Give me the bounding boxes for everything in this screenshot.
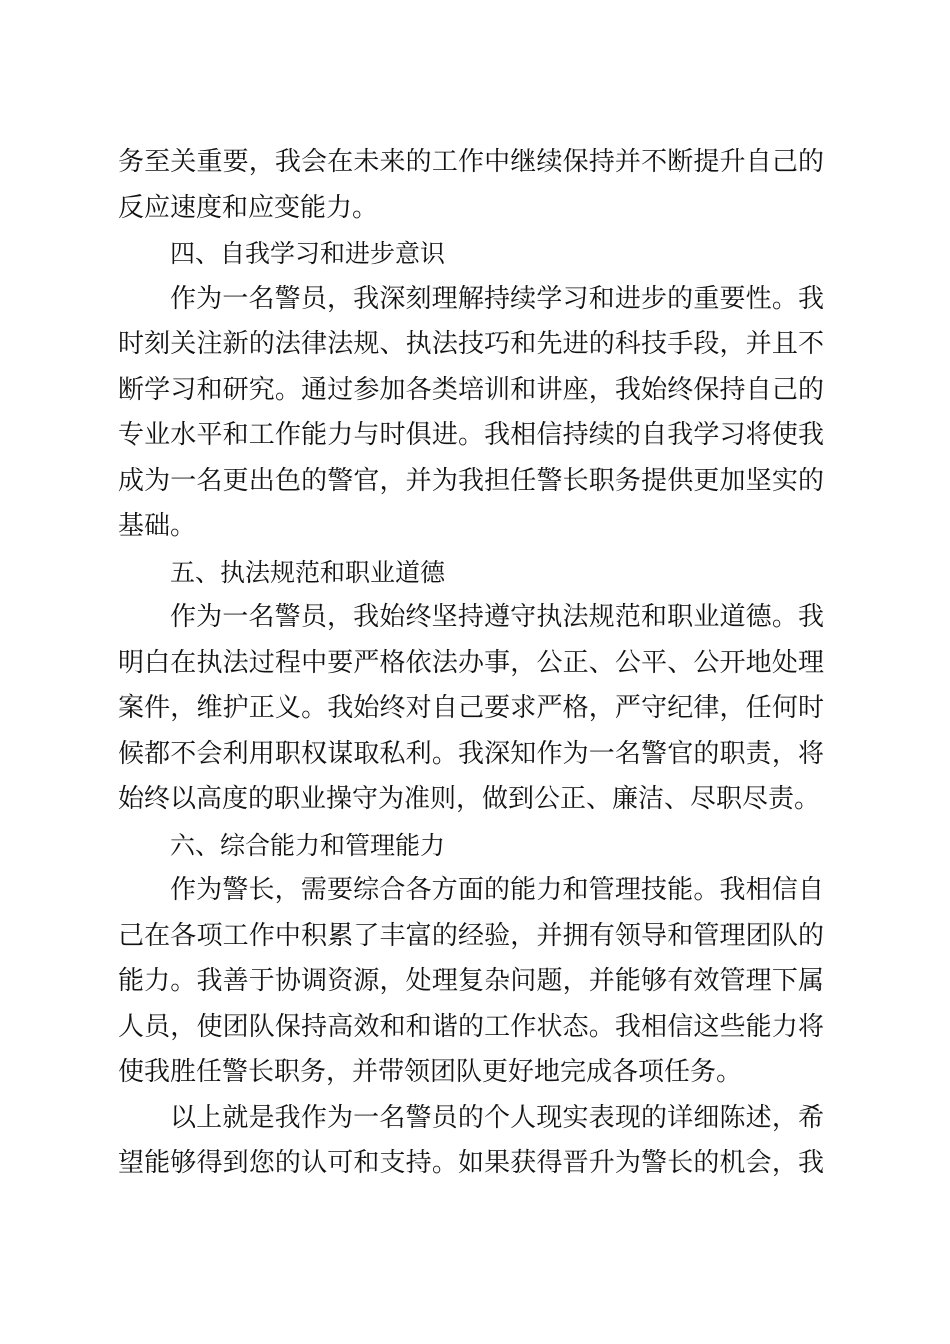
paragraph-first-line: 作为警长，需要综合各方面的能力和管理技能。我相信自	[170, 875, 824, 905]
document-page	[118, 140, 824, 1187]
text-line: 使我胜任警长职务，并带领团队更好地完成各项任务。	[118, 1057, 743, 1087]
text-line: 务至关重要，我会在未来的工作中继续保持并不断提升自己的	[118, 147, 824, 177]
text-line: 明白在执法过程中要严格依法办事，公正、公平、公开地处理	[118, 647, 824, 678]
text-line: 断学习和研究。通过参加各类培训和讲座，我始终保持自己的	[118, 374, 824, 405]
text-line: 望能够得到您的认可和支持。如果获得晋升为警长的机会，我	[118, 1148, 824, 1178]
section-heading: 五、执法规范和职业道德	[170, 557, 446, 587]
text-line: 人员，使团队保持高效和和谐的工作状态。我相信这些能力将	[118, 1011, 824, 1042]
section-heading: 四、自我学习和进步意识	[170, 239, 446, 268]
text-line: 候都不会利用职权谋取私利。我深知作为一名警官的职责，将	[118, 738, 824, 769]
text-line: 始终以高度的职业操守为准则，做到公正、廉洁、尽职尽责。	[118, 784, 821, 814]
text-line: 成为一名更出色的警官，并为我担任警长职务提供更加坚实的	[118, 465, 824, 496]
text-line: 时刻关注新的法律法规、执法技巧和先进的科技手段，并且不	[118, 329, 824, 359]
text-line: 反应速度和应变能力。	[118, 192, 379, 223]
section-heading: 六、综合能力和管理能力	[170, 830, 446, 860]
text-line: 案件，维护正义。我始终对自己要求严格，严守纪律，任何时	[118, 693, 824, 723]
text-line: 专业水平和工作能力与时俱进。我相信持续的自我学习将使我	[118, 420, 824, 450]
paragraph-first-line: 作为一名警员，我始终坚持遵守执法规范和职业道德。我	[170, 602, 824, 632]
text-line: 己在各项工作中积累了丰富的经验，并拥有领导和管理团队的	[118, 920, 824, 951]
paragraph-first-line: 作为一名警员，我深刻理解持续学习和进步的重要性。我	[170, 283, 824, 314]
text-line: 能力。我善于协调资源，处理复杂问题，并能够有效管理下属	[118, 966, 824, 996]
text-line: 基础。	[118, 511, 197, 541]
paragraph-first-line: 以上就是我作为一名警员的个人现实表现的详细陈述，希	[170, 1102, 824, 1133]
